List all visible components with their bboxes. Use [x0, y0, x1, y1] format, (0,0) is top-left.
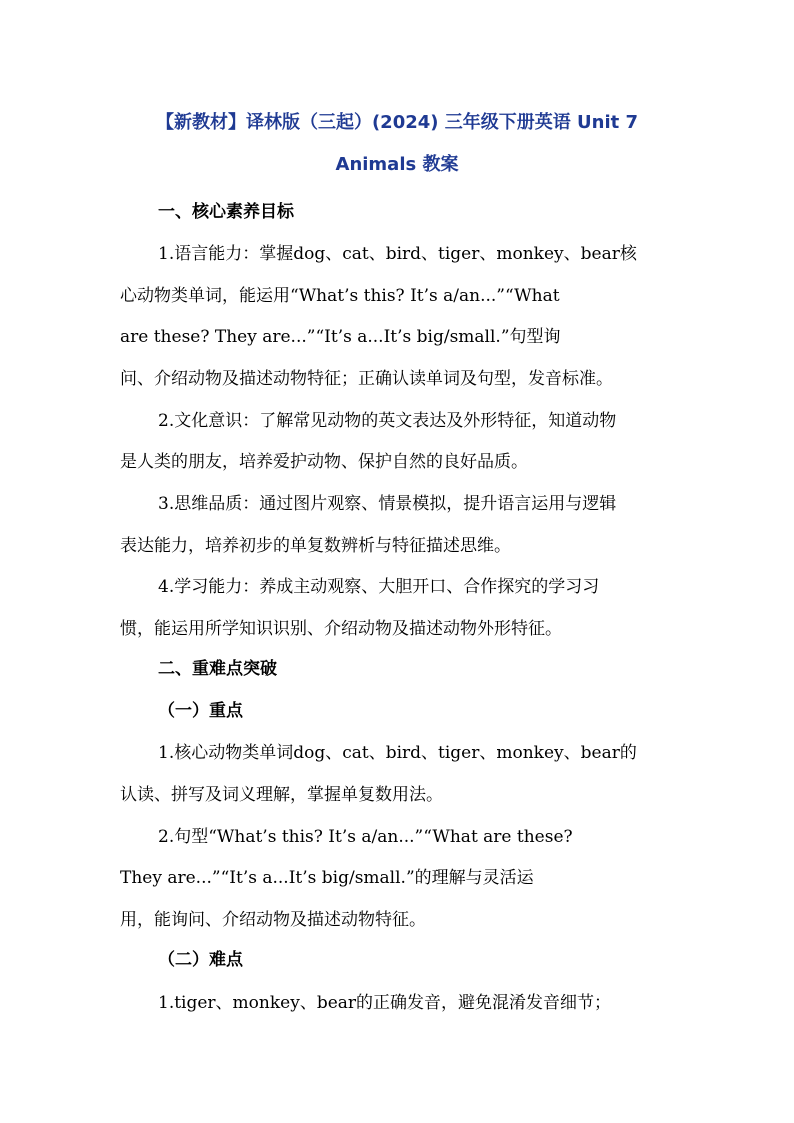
paragraph-line: 1.核心动物类单词dog、cat、bird、tiger、monkey、bear的	[158, 743, 637, 763]
paragraph-line: 2.文化意识：了解常见动物的英文表达及外形特征，知道动物	[158, 411, 617, 431]
paragraph-line: 表达能力，培养初步的单复数辨析与特征描述思维。	[120, 536, 511, 556]
paragraph-line: 3.思维品质：通过图片观察、情景模拟，提升语言运用与逻辑	[158, 494, 617, 514]
section-heading-key-points: 二、重难点突破	[158, 659, 277, 679]
paragraph-line: 1.tiger、monkey、bear的正确发音，避免混淆发音细节；	[158, 993, 612, 1013]
paragraph-line: 4.学习能力：养成主动观察、大胆开口、合作探究的学习习	[158, 577, 600, 597]
paragraph-line: 2.句型“What’s this? It’s a/an...”“What are these?	[158, 827, 573, 847]
paragraph-line: They are...”“It’s a...It’s big/small.”的理解与灵活运	[120, 868, 534, 888]
paragraph-line: 是人类的朋友，培养爱护动物、保护自然的良好品质。	[120, 452, 528, 472]
paragraph-line: 心动物类单词，能运用“What’s this? It’s a/an...”“What	[120, 286, 560, 306]
section-heading-core-goals: 一、核心素养目标	[158, 202, 294, 222]
subsection-heading-focus: （一）重点	[158, 701, 243, 721]
paragraph-line: 1.语言能力：掌握dog、cat、bird、tiger、monkey、bear核	[158, 244, 637, 264]
document-title-line1: 【新教材】译林版（三起）(2024) 三年级下册英语 Unit 7	[155, 112, 639, 133]
paragraph-line: 问、介绍动物及描述动物特征；正确认读单词及句型，发音标准。	[120, 369, 613, 389]
paragraph-line: are these? They are...”“It’s a...It’s big/small.”句型询	[120, 327, 561, 347]
paragraph-line: 认读、拼写及词义理解，掌握单复数用法。	[120, 785, 443, 805]
paragraph-line: 用，能询问、介绍动物及描述动物特征。	[120, 910, 426, 930]
subsection-heading-difficulty: （二）难点	[158, 950, 243, 970]
document-title-line2: Animals 教案	[335, 154, 459, 175]
paragraph-line: 惯，能运用所学知识识别、介绍动物及描述动物外形特征。	[120, 619, 562, 639]
